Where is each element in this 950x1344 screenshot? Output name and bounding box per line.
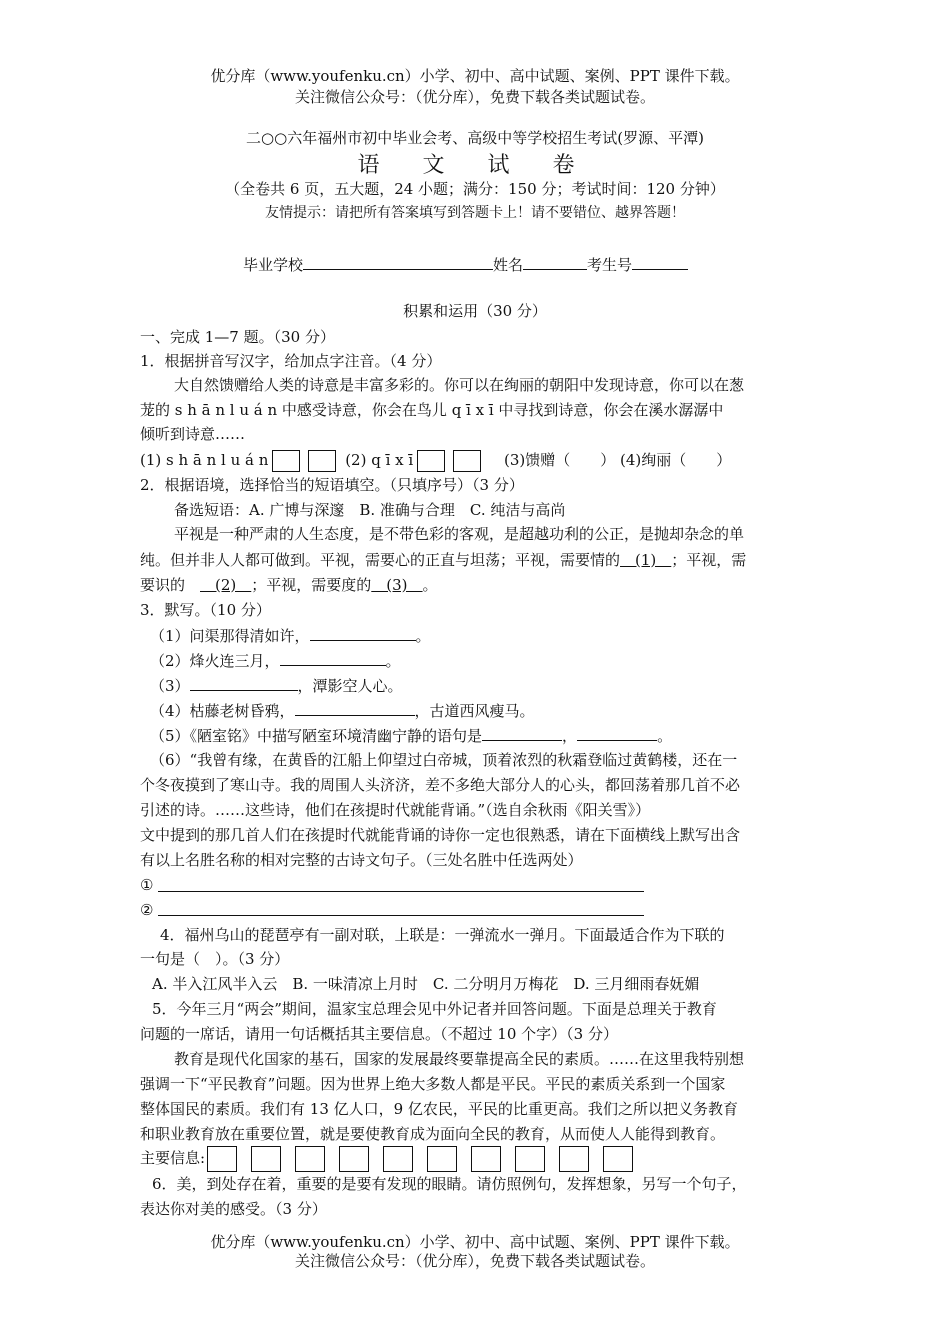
q1-text-2: 茏的 s h ā n l u á n 中感受诗意，你会在鸟儿 q ī x ī 中寻找到诗意，你会在溪水潺潺中 xyxy=(140,401,724,419)
q5-answer-label: 主要信息: xyxy=(140,1149,206,1167)
q3-choice-2-label: ② xyxy=(140,901,154,919)
q5-quote-3: 整体国民的素质。我们有 13 亿人口，9 亿农民，平民的比重更高。我们之所以把义务教育 xyxy=(140,1100,738,1118)
id-label: 考生号 xyxy=(587,256,633,274)
q3-item-1 xyxy=(150,623,822,648)
answer-box[interactable] xyxy=(272,450,300,472)
q1-text-3: 倾听到诗意…… xyxy=(140,425,246,443)
q4-text-1: 4．福州乌山的琵琶亭有一副对联，上联是：一弹流水一弹月。下面最适合作为下联的 xyxy=(160,926,725,944)
q3-item-4 xyxy=(150,698,822,723)
q2-text-3a: 要识的 xyxy=(140,576,201,594)
q1-answer-4: (4)绚丽（ ） xyxy=(620,451,732,469)
q2-text-1: 平视是一种严肃的人生态度，是不带色彩的客观，是超越功利的公正，是抛却杂念的单 xyxy=(174,525,745,543)
answer-box[interactable] xyxy=(417,450,445,472)
q3-item-5-mid: ， xyxy=(562,727,578,745)
footer-line-1: 优分库（www.youfenku.cn）小学、初中、高中试题、案例、PPT 课件下载。 xyxy=(210,1233,740,1251)
header-line-1: 优分库（www.youfenku.cn）小学、初中、高中试题、案例、PPT 课件下载。 xyxy=(210,67,740,85)
q1-stem: 1．根据拼音写汉字，给加点字注音。（4 分） xyxy=(140,352,442,370)
q3-item-6-line-1: （6）“我曾有缘，在黄昏的江船上仰望过白帝城，顶着浓烈的秋霜登临过黄鹤楼，还在一 xyxy=(150,751,738,769)
exam-title: 语 文 试 卷 xyxy=(357,153,593,178)
q5-quote-4: 和职业教育放在重要位置，就是要使教育成为面向全民的教育，从而使人人能得到教育。 xyxy=(140,1125,726,1143)
q3-item-6-line-4: 文中提到的那几首人们在孩提时代就能背诵的诗你一定也很熟悉，请在下面横线上默写出含 xyxy=(140,826,741,844)
q4-text-2: 一句是（ ）。（3 分） xyxy=(140,950,290,968)
answer-box[interactable] xyxy=(559,1146,589,1172)
q3-blank[interactable] xyxy=(295,698,415,716)
q3-stem: 3．默写。（10 分） xyxy=(140,601,271,619)
answer-box[interactable] xyxy=(251,1146,281,1172)
q3-item-6-line-3: 引述的诗。……这些诗，他们在孩提时代就能背诵。”（选自余秋雨《阳关雪》） xyxy=(140,801,651,819)
q1-text-1: 大自然馈赠给人类的诗意是丰富多彩的。你可以在绚丽的朝阳中发现诗意，你可以在葱 xyxy=(174,376,745,394)
q3-item-3 xyxy=(150,673,822,698)
answer-box[interactable] xyxy=(453,450,481,472)
school-field[interactable] xyxy=(303,252,493,270)
q6-text-1: 6．美，到处存在着，重要的是要有发现的眼睛。请仿照例句，发挥想象，另写一个句子， xyxy=(152,1175,747,1193)
q3-item-1-end: 。 xyxy=(415,627,431,645)
q2-text-2b: ；平视，需 xyxy=(671,551,747,569)
q3-item-3-text: （3） xyxy=(150,677,190,695)
q3-answer-line-2[interactable] xyxy=(158,915,644,916)
part-one-heading: 一、完成 1—7 题。（30 分） xyxy=(140,328,335,346)
q5-text-2: 问题的一席话，请用一句话概括其主要信息。（不超过 10 个字）（3 分） xyxy=(140,1025,618,1043)
answer-box[interactable] xyxy=(471,1146,501,1172)
q3-item-6-line-5: 有以上名胜名称的相对完整的古诗文句子。（三处名胜中任选两处） xyxy=(140,851,583,869)
q3-choice-1-label: ① xyxy=(140,876,154,894)
q6-text-2: 表达你对美的感受。（3 分） xyxy=(140,1200,327,1218)
answer-box[interactable] xyxy=(383,1146,413,1172)
q3-blank[interactable] xyxy=(482,723,562,741)
q3-item-4-text: （4）枯藤老树昏鸦， xyxy=(150,702,295,720)
q3-item-3-end: ，潭影空人心。 xyxy=(297,677,403,695)
footer-line-2: 关注微信公众号：（优分库），免费下载各类试题试卷。 xyxy=(294,1252,655,1270)
q2-blank-2[interactable]: (2) xyxy=(200,576,252,594)
answer-box[interactable] xyxy=(308,450,336,472)
name-field[interactable] xyxy=(523,252,587,270)
q3-item-2-end: 。 xyxy=(385,652,401,670)
answer-box[interactable] xyxy=(603,1146,633,1172)
q3-item-5-text: （5）《陋室铭》中描写陋室环境清幽宁静的语句是 xyxy=(150,727,483,745)
q3-blank[interactable] xyxy=(280,648,386,666)
exam-tip: 友情提示：请把所有答案填写到答题卡上！请不要错位、越界答题！ xyxy=(265,205,685,221)
q2-blank-1[interactable]: (1) xyxy=(620,551,672,569)
section-title: 积累和运用（30 分） xyxy=(403,302,547,320)
q3-blank[interactable] xyxy=(577,723,657,741)
exam-info: （全卷共 6 页，五大题，24 小题；满分：150 分；考试时间：120 分钟） xyxy=(225,180,725,198)
q2-options: 备选短语：A. 广博与深邃 B. 准确与合理 C. 纯洁与高尚 xyxy=(174,501,566,519)
q5-text-1: 5．今年三月“两会”期间，温家宝总理会见中外记者并回答问题。下面是总理关于教育 xyxy=(152,1000,717,1018)
answer-box[interactable] xyxy=(295,1146,325,1172)
student-info xyxy=(243,252,743,277)
q3-item-5-end: 。 xyxy=(657,727,673,745)
q3-answer-line-1[interactable] xyxy=(158,891,644,892)
header-line-2: 关注微信公众号：（优分库），免费下载各类试题试卷。 xyxy=(294,88,655,106)
q2-text-3 xyxy=(140,573,812,597)
q3-item-2-text: （2）烽火连三月， xyxy=(150,652,280,670)
q4-options: A. 半入江风半入云 B. 一味清凉上月时 C. 二分明月万梅花 D. 三月细雨春妩媚 xyxy=(152,975,700,993)
answer-box[interactable] xyxy=(427,1146,457,1172)
q3-blank[interactable] xyxy=(310,623,416,641)
q3-item-1-text: （1）问渠那得清如许， xyxy=(150,627,310,645)
answer-box[interactable] xyxy=(207,1146,237,1172)
q5-quote-2: 强调一下“平民教育”问题。因为世界上绝大多数人都是平民。平民的素质关系到一个国家 xyxy=(140,1075,726,1093)
exam-heading: 二○○六年福州市初中毕业会考、高级中等学校招生考试(罗源、平潭) xyxy=(246,129,704,147)
q2-text-2a: 纯。但并非人人都可做到。平视，需要心的正直与坦荡；平视，需要情的 xyxy=(140,551,621,569)
q1-answer-1-label: (1) s h ā n l u á n xyxy=(140,451,269,469)
q1-answer-3: (3)馈赠（ ） xyxy=(503,451,616,469)
q5-quote-1: 教育是现代化国家的基石，国家的发展最终要靠提高全民的素质。……在这里我特别想 xyxy=(174,1050,745,1068)
q1-answer-2-label: (2) q ī x ī xyxy=(345,451,414,469)
answer-box[interactable] xyxy=(515,1146,545,1172)
q2-text-3c: 。 xyxy=(422,576,438,594)
answer-box[interactable] xyxy=(339,1146,369,1172)
q3-blank[interactable] xyxy=(190,673,298,691)
q3-item-5 xyxy=(150,723,822,748)
q3-item-2 xyxy=(150,648,822,673)
q2-text-3b: ；平视，需要度的 xyxy=(251,576,372,594)
q2-text-2 xyxy=(140,548,812,572)
school-label: 毕业学校 xyxy=(243,256,304,274)
id-field[interactable] xyxy=(632,252,688,270)
q3-item-4-end: ，古道西风瘦马。 xyxy=(414,702,535,720)
q5-answer-row xyxy=(140,1146,812,1172)
q2-stem: 2．根据语境，选择恰当的短语填空。（只填序号）（3 分） xyxy=(140,476,524,494)
q1-answers xyxy=(140,448,812,472)
q2-blank-3[interactable]: (3) xyxy=(371,576,423,594)
name-label: 姓名 xyxy=(493,256,524,274)
q3-item-6-line-2: 个冬夜摸到了寒山寺。我的周围人头济济，差不多绝大部分人的心头，都回荡着那几首不必 xyxy=(140,776,741,794)
